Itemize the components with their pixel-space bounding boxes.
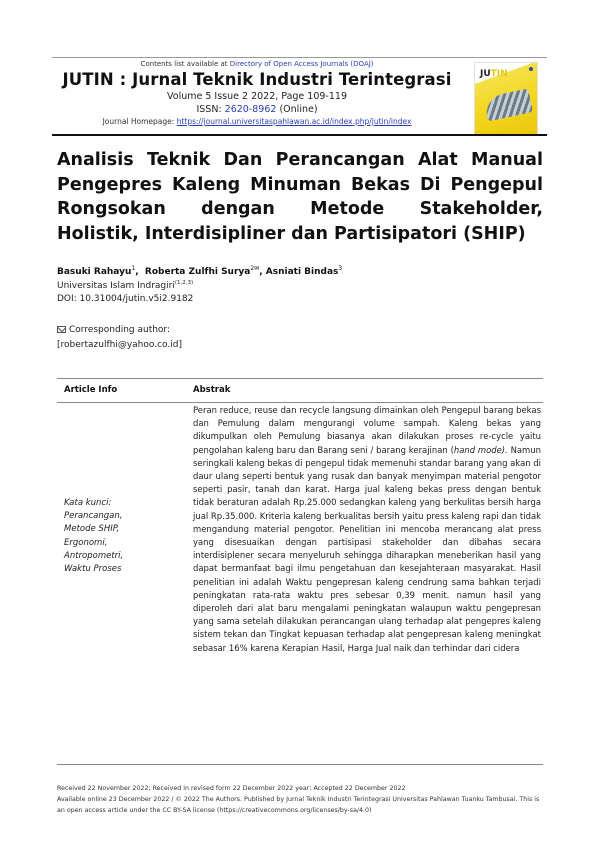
cover-logo xyxy=(480,69,508,79)
abstract-part-1: Peran reduce, reuse dan recycle langsung dimainkan oleh Pengepul barang bekas dan Pemulung dalam mengurangi volume sampah. Kaleng bekas yang dikumpulkan oleh Pemulung biasanya akan dilakukan proses re-cycle yaitu pengolahan kaleng baru dan Barang seni / barang kerajinan ( xyxy=(193,405,541,455)
cover-emblem-icon xyxy=(529,67,533,71)
header-divider xyxy=(52,134,547,136)
affiliation xyxy=(57,280,193,291)
keyword: Perancangan, xyxy=(64,511,123,522)
abstract-text xyxy=(193,404,541,655)
homepage-prefix: Journal Homepage: xyxy=(102,117,177,126)
cover-logo-accent: TIN xyxy=(490,69,508,79)
issn-line xyxy=(52,103,462,116)
journal-header xyxy=(52,58,462,127)
author-sup: 2✉ xyxy=(250,265,260,272)
author-sup: 3 xyxy=(338,265,343,272)
footer-license: Available online 23 December 2022 / © 2022 The Authors. Published by Jurnal Teknik Industri Terintegrasi Universitas Pahlawan Tuanku Tambusai. This is an open access article under the CC BY-SA license (https://creativecommons.org/licenses/by-sa/4.0) xyxy=(57,796,540,814)
corresponding-author xyxy=(57,325,170,335)
issn-prefix: ISSN: xyxy=(196,104,225,115)
keyword: Ergonomi, xyxy=(64,537,108,548)
affiliation-name: Universitas Islam Indragiri xyxy=(57,281,175,291)
author-name: Asniati Bindas xyxy=(265,267,339,277)
issn-link[interactable]: 2620-8962 xyxy=(224,104,277,115)
abstract-heading: Abstrak xyxy=(193,385,231,395)
contents-line xyxy=(52,59,462,69)
journal-cover-image xyxy=(474,62,538,136)
corresponding-label: Corresponding author: xyxy=(69,325,171,335)
envelope-icon xyxy=(57,326,66,333)
contents-prefix: Contents list available at xyxy=(140,60,230,68)
footer xyxy=(57,783,543,816)
homepage-link[interactable]: https://journal.universitaspahlawan.ac.id/index.php/jutin/index xyxy=(176,117,412,126)
cover-logo-main: JU xyxy=(480,69,491,79)
homepage-line xyxy=(52,116,462,127)
article-info-heading: Article Info xyxy=(64,385,118,395)
table-top-rule xyxy=(57,378,543,379)
footer-divider xyxy=(57,764,543,765)
article-title: Analisis Teknik Dan Perancangan Alat Manual Pengepres Kaleng Minuman Bekas Di Pengepul Rongsokan dengan Metode Stakeholder, Holistik, Interdisipliner dan Partisipatori (SHIP) xyxy=(57,150,543,244)
abstract-part-2: Namun seringkali kaleng bekas di pengepul tidak memenuhi standar barang yang akan di daur ulang seperti bentuk yang rusak dan banyak menyimpan material pengotor seperti pasir, tanah dan karat. Harga jual kaleng bekas press dengan bentuk tidak beraturan adalah Rp.25.000 sedangkan kaleng yang berkulitas bersih harga jual Rp.35.000. Kriteria kaleng berkualitas bersih yaitu press kaleng rapi dan tidak mengandung material pengotor. Penelitian ini mencoba merancang alat press yang disesuaikan dengan partisipasi stakeholder dan dibahas secara interdisiplener secara menyeluruh sehingga diharapkan meneberikan hasil yang dapat bermanfaat bagi ilmu pengetahuan dan kesejahteraan masyarakat. Hasil penelitian ini adalah Waktu pengepresan kaleng cendrung sama bahkan terjadi peningkatan rata-rata waktu pres sebesar 0,39 menit. namun hasil yang diperoleh dari alat baru mengalami peningkatan walaupun waktu pengepresan yang sama setelah dilakukan perancangan ulang terhadap alat pengepres kaleng sistem tekan dan Tingkat kepuasan terhadap alat pengepresan kaleng meningkat sebasar 16% karena Kerapian Hasil, Harga Jual naik dan terhindar dari cidera xyxy=(193,444,541,653)
journal-title: JUTIN : Jurnal Teknik Industri Terintegrasi xyxy=(62,70,452,89)
doaj-link[interactable]: Directory of Open Access Journals (DOAJ) xyxy=(229,60,374,68)
keywords xyxy=(64,497,123,576)
author-name: Basuki Rahayu xyxy=(57,267,132,277)
keyword: Metode SHIP, xyxy=(64,524,120,535)
footer-dates: Received 22 November 2022; Received in revised form 22 December 2022 year; Accepted 22 December 2022 xyxy=(57,785,406,792)
corresponding-email[interactable]: [robertazulfhi@yahoo.co.id] xyxy=(57,340,182,350)
table-header-rule xyxy=(57,402,543,403)
cover-artwork xyxy=(483,88,533,121)
author-name: Roberta Zulfhi Surya xyxy=(144,267,251,277)
volume-line: Volume 5 Issue 2 2022, Page 109-119 xyxy=(167,91,347,102)
author-sup: 1 xyxy=(131,265,136,272)
keyword: Waktu Proses xyxy=(64,564,122,575)
keyword: Antropometri, xyxy=(64,550,124,561)
doi[interactable]: DOI: 10.31004/jutin.v5i2.9182 xyxy=(57,294,194,304)
keywords-label: Kata kunci: xyxy=(64,498,112,508)
abstract-italic: hand mode). xyxy=(453,444,508,455)
author-list: Basuki Rahayu$^1$, Roberta Zulfhi Surya$^{2✉}$, Asniati Bindas$^3$ xyxy=(57,265,343,277)
issn-suffix: (Online) xyxy=(276,104,318,115)
affiliation-sup: (1,2,3) xyxy=(174,280,194,286)
